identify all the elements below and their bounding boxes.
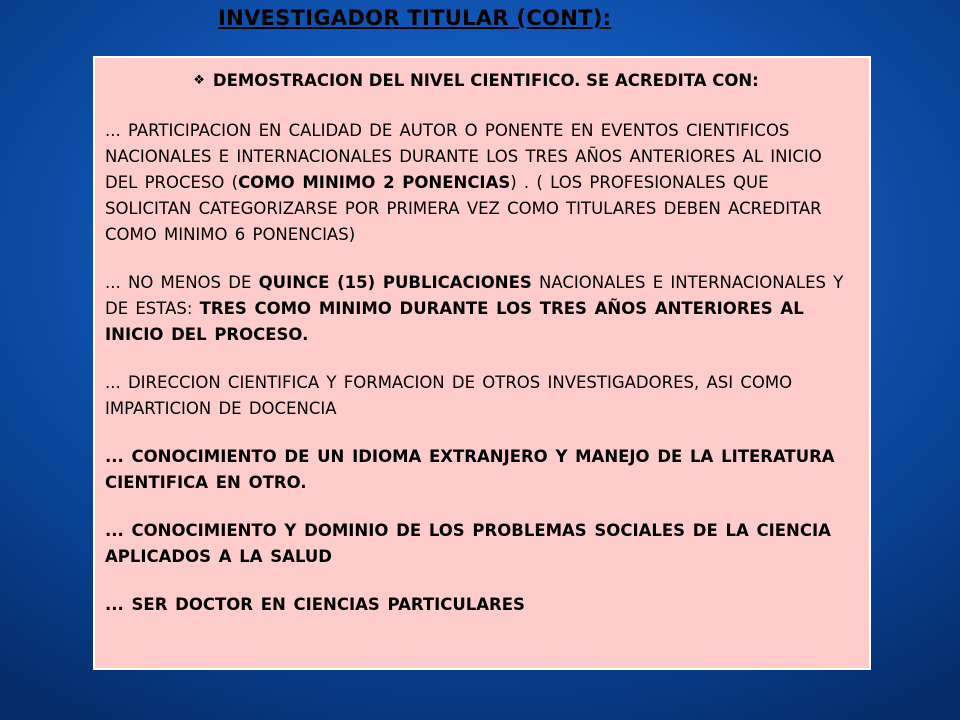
- requirement-publicaciones-emphasis: QUINCE (15) PUBLICACIONES: [258, 273, 532, 292]
- requirement-ponencias-emphasis: COMO MINIMO 2 PONENCIAS: [238, 173, 511, 192]
- slide-title: INVESTIGADOR TITULAR (CONT):: [218, 6, 612, 30]
- section-heading-text: DEMOSTRACION DEL NIVEL CIENTIFICO. SE ACREDITA CON:: [212, 71, 759, 90]
- requirement-ponencias-text-c: ) . ( LOS PROFESIONALES QUE SOLICITAN CATEGORIZARSE POR PRIMERA VEZ COMO TITULARES DEBEN ACREDITAR COMO MINIMO 6 PONENCIAS): [105, 173, 822, 244]
- requirement-ponencias: [105, 118, 847, 248]
- section-heading: [105, 68, 847, 96]
- requirement-publicaciones-emphasis-2: TRES COMO MINIMO DURANTE LOS TRES AÑOS ANTERIORES AL INICIO DEL PROCESO.: [105, 299, 804, 344]
- requirement-ponencias-text-a: ... PARTICIPACION EN CALIDAD DE AUTOR O PONENTE EN EVENTOS CIENTIFICOS NACIONALES E INTERNACIONALES DURANTE LOS TRES AÑOS ANTERIORES AL INICIO DEL PROCESO (: [105, 121, 822, 192]
- requirement-publicaciones-text-a: ... NO MENOS DE: [105, 273, 259, 292]
- requirement-idioma: ... CONOCIMIENTO DE UN IDIOMA EXTRANJERO Y MANEJO DE LA LITERATURA CIENTIFICA EN OTRO.: [105, 447, 835, 492]
- requirement-direccion: ... DIRECCION CIENTIFICA Y FORMACION DE OTROS INVESTIGADORES, ASI COMO IMPARTICION DE DOCENCIA: [105, 373, 793, 418]
- requirement-publicaciones-text-c: NACIONALES E INTERNACIONALES Y DE ESTAS:: [105, 273, 844, 318]
- requirement-problemas-sociales: ... CONOCIMIENTO Y DOMINIO DE LOS PROBLEMAS SOCIALES DE LA CIENCIA APLICADOS A LA SALUD: [105, 521, 831, 566]
- diamond-bullet-icon: ❖: [193, 73, 205, 88]
- content-box: [93, 56, 871, 670]
- requirement-publicaciones: [105, 270, 847, 348]
- requirement-doctor: ... SER DOCTOR EN CIENCIAS PARTICULARES: [105, 595, 525, 614]
